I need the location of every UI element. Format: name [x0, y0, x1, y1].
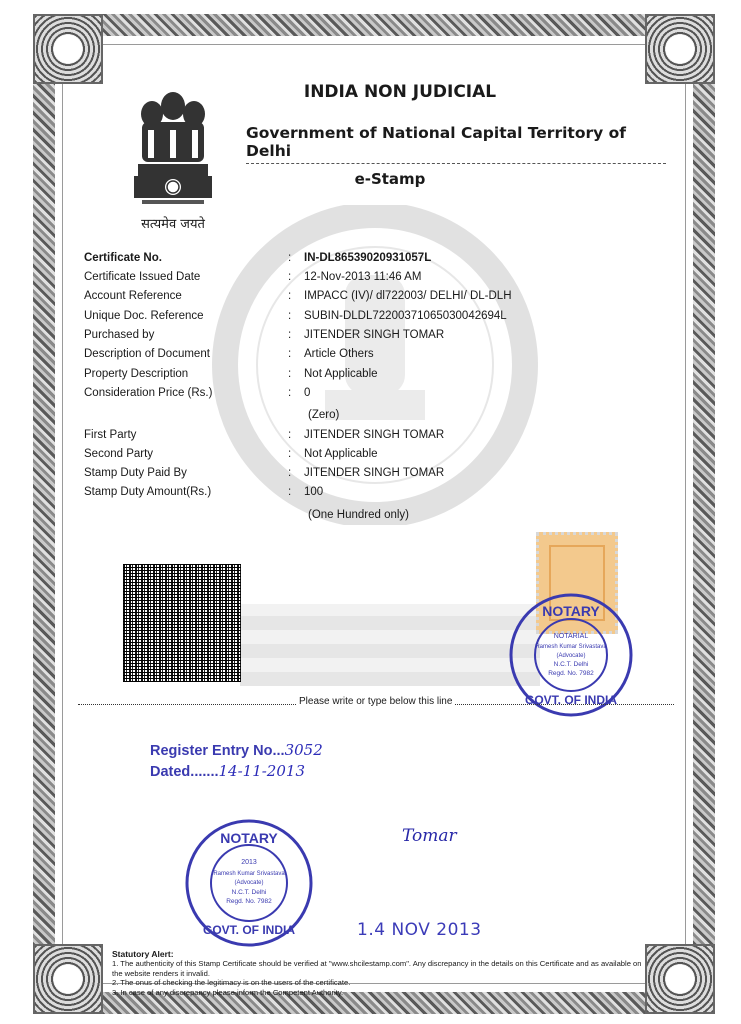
detail-row: [84, 486, 604, 504]
corner-ornament: [33, 944, 103, 1014]
detail-label: First Party: [84, 429, 137, 441]
government-name: Government of National Capital Territory of Delhi: [246, 124, 666, 164]
detail-label: Account Reference: [84, 290, 182, 302]
detail-row: [84, 290, 604, 308]
detail-colon: :: [288, 310, 292, 322]
seal-role-text: (Advocate): [234, 880, 264, 886]
detail-label: Description of Document: [84, 348, 210, 360]
detail-label: Stamp Duty Paid By: [84, 467, 187, 479]
detail-colon: :: [288, 329, 292, 341]
detail-value: JITENDER SINGH TOMAR: [304, 329, 445, 341]
document-subtitle: e-Stamp: [354, 170, 426, 188]
document-title: INDIA NON JUDICIAL: [303, 82, 497, 102]
detail-value: JITENDER SINGH TOMAR: [304, 429, 445, 441]
detail-colon: :: [288, 429, 292, 441]
register-dated-label: Dated: [150, 764, 191, 780]
detail-row: [84, 310, 604, 328]
detail-value: Not Applicable: [304, 448, 378, 460]
detail-label: Unique Doc. Reference: [84, 310, 204, 322]
detail-value: 12-Nov-2013 11:46 AM: [304, 271, 422, 283]
detail-label: Consideration Price (Rs.): [84, 387, 213, 399]
detail-label: Second Party: [84, 448, 154, 460]
seal-year-text: 2013: [241, 859, 257, 866]
seal-regd-text: Regd. No. 7982: [548, 670, 594, 677]
seal-name-text: Ramesh Kumar Srivastava: [213, 871, 285, 877]
seal-top-text: NOTARY: [542, 603, 600, 619]
corner-ornament: [645, 14, 715, 84]
alert-title: Statutory Alert:: [112, 949, 174, 959]
register-entry: [150, 741, 323, 759]
register-entry-dots: ..: [276, 743, 285, 759]
corner-ornament: [33, 14, 103, 84]
detail-label: Stamp Duty Amount(Rs.): [84, 486, 212, 498]
detail-value: 100: [304, 486, 324, 498]
alert-item: 1. The authenticity of this Stamp Certificate should be verified at "www.shcilestamp.com". Any discrepancy in the details on this Certificate and as available on the website renders it invalid.: [112, 959, 642, 978]
seal-place-text: N.C.T. Delhi: [553, 661, 589, 668]
detail-label: Certificate No.: [84, 252, 162, 264]
detail-colon: :: [288, 271, 292, 283]
detail-row: [84, 252, 604, 270]
detail-colon: :: [288, 486, 292, 498]
watermark-band: [240, 604, 540, 686]
detail-colon: :: [288, 348, 292, 360]
detail-row: [84, 368, 604, 386]
statutory-alert: [112, 950, 642, 997]
seal-notarial-text: NOTARIAL: [553, 633, 589, 640]
seal-role-text: (Advocate): [556, 653, 586, 659]
register-dated: [150, 762, 305, 780]
detail-value: SUBIN-DLDL72200371065030042694L: [304, 310, 507, 322]
signature: Tomar: [402, 826, 457, 846]
write-below-text: Please write or type below this line: [296, 696, 455, 707]
seal-bottom-text: GOVT. OF INDIA: [524, 693, 618, 707]
detail-colon: :: [288, 387, 292, 399]
seal-regd-text: Regd. No. 7982: [226, 898, 272, 905]
seal-place-text: N.C.T. Delhi: [231, 889, 267, 896]
detail-colon: :: [288, 252, 292, 264]
detail-value: Article Others: [304, 348, 374, 360]
register-dated-value: 14-11-2013: [218, 762, 305, 780]
national-emblem-icon: [128, 84, 218, 214]
detail-colon: :: [288, 448, 292, 460]
detail-colon: :: [288, 467, 292, 479]
register-entry-label: Register Entry No.: [150, 743, 277, 759]
amount-words: (One Hundred only): [308, 509, 409, 521]
register-dated-dots: .......: [190, 764, 219, 780]
detail-value: IMPACC (IV)/ dl722003/ DELHI/ DL-DLH: [304, 290, 512, 302]
detail-label: Property Description: [84, 368, 189, 380]
seal-name-text: Ramesh Kumar Srivastava: [535, 644, 607, 650]
alert-item: 3. In case of any discrepancy please inform the Competent Authority.: [112, 987, 344, 997]
detail-row: [84, 448, 604, 466]
motto: सत्यमेव जयते: [141, 217, 205, 232]
qr-code: [123, 564, 241, 682]
consideration-words: (Zero): [308, 409, 340, 421]
detail-row: [84, 387, 604, 405]
detail-label: Purchased by: [84, 329, 155, 341]
detail-label: Certificate Issued Date: [84, 271, 201, 283]
detail-value: 0: [304, 387, 311, 399]
detail-value: IN-DL86539020931057L: [304, 252, 432, 264]
detail-row: [84, 467, 604, 485]
seal-top-text: NOTARY: [220, 830, 278, 846]
detail-colon: :: [288, 290, 292, 302]
corner-ornament: [645, 944, 715, 1014]
seal-bottom-text: GOVT. OF INDIA: [202, 923, 296, 937]
register-entry-value: 3052: [284, 741, 323, 759]
alert-item: 2. The onus of checking the legitimacy is on the users of the certificate.: [112, 978, 351, 988]
detail-colon: :: [288, 368, 292, 380]
date-stamp: 1.4 NOV 2013: [357, 920, 482, 940]
notary-seal: [508, 592, 634, 718]
detail-value: Not Applicable: [304, 368, 378, 380]
detail-row: [84, 348, 604, 366]
detail-row: [84, 329, 604, 347]
notary-seal: [184, 818, 314, 948]
detail-row: [84, 429, 604, 447]
detail-row: [84, 271, 604, 289]
detail-value: JITENDER SINGH TOMAR: [304, 467, 445, 479]
